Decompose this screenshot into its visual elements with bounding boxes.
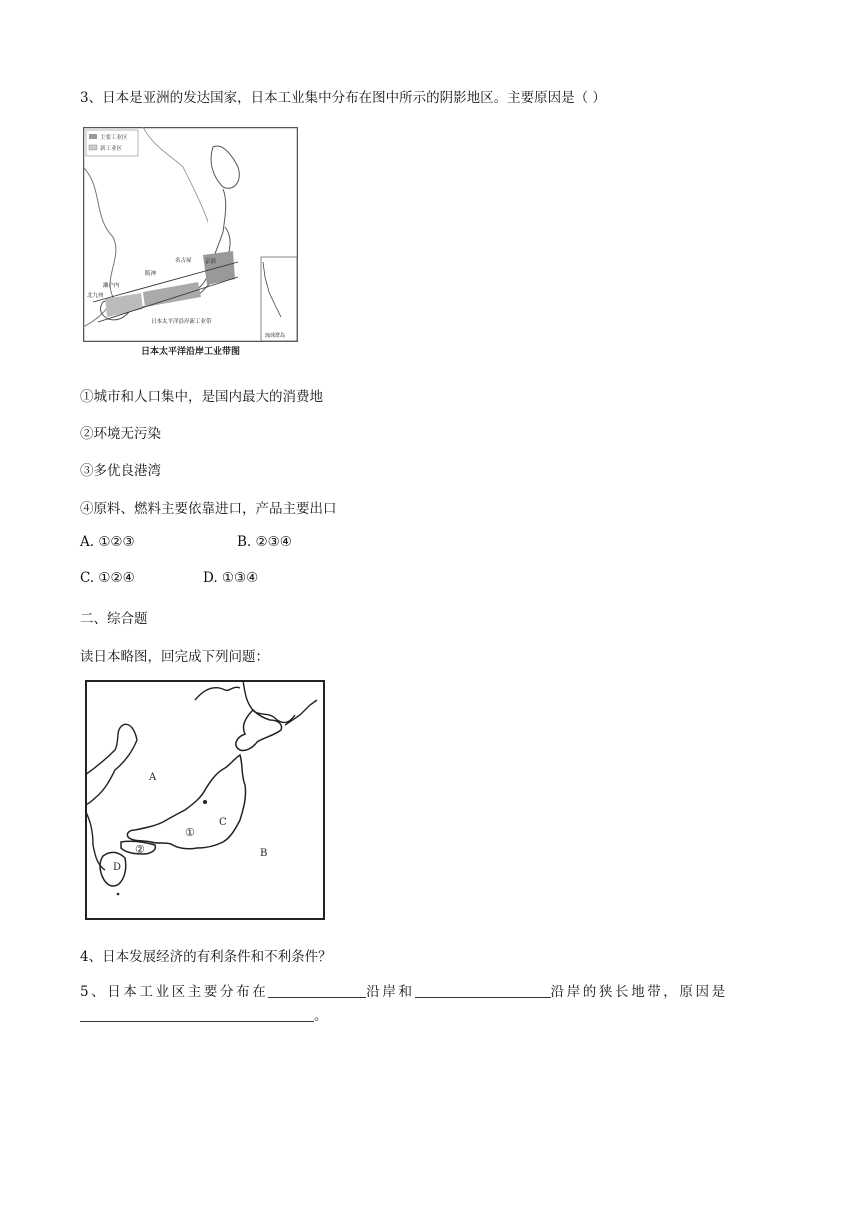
legend-main-label: 主要工业区 (100, 135, 128, 141)
question-4-text: 4、日本发展经济的有利条件和不利条件？ (80, 949, 332, 965)
choice-a[interactable]: A. ①②③ (80, 534, 135, 550)
section-2-title: 二、综合题 (80, 611, 148, 627)
answer-blank-3[interactable] (80, 1007, 314, 1022)
label-tokyo: 京滨 (205, 259, 217, 265)
question-3-text: 3、日本是亚洲的发达国家，日本工业集中分布在图中所示的阴影地区。主要原因是（ ） (80, 90, 606, 106)
label-setouchi: 濑户内 (103, 283, 120, 289)
japan-industrial-belt-map (83, 127, 298, 342)
legend-new-label: 新工业区 (100, 146, 123, 152)
japan-outline-map (85, 680, 325, 920)
label-belt: 日本太平洋沿岸新工业带 (151, 319, 212, 325)
map-label-circle-2: ② (135, 843, 145, 856)
map-label-b: B (260, 848, 268, 859)
question-5-part3: 沿岸的狭长地带，原因是 (550, 984, 728, 1000)
question-5-part2: 沿岸和 (366, 984, 415, 1000)
map-label-c: C (219, 817, 227, 828)
answer-blank-2[interactable] (415, 983, 551, 998)
label-nagoya: 名古屋 (175, 258, 192, 264)
label-hanshin: 阪神 (145, 271, 157, 277)
answer-blank-1[interactable] (268, 983, 366, 998)
option-3: ③多优良港湾 (80, 463, 161, 479)
question-5-end: 。 (314, 1008, 328, 1024)
figure-caption: 日本太平洋沿岸工业带图 (140, 347, 240, 357)
choice-b[interactable]: B. ②③④ (237, 534, 292, 550)
label-islands: 琉球群岛 (265, 333, 286, 339)
question-5-line-2 (80, 1004, 328, 1024)
option-4: ④原料、燃料主要依靠进口，产品主要出口 (80, 501, 337, 517)
map-label-a: A (149, 772, 157, 783)
option-1: ①城市和人口集中，是国内最大的消费地 (80, 389, 323, 405)
option-2: ②环境无污染 (80, 426, 161, 442)
map-label-d: D (113, 862, 122, 873)
map-label-circle-1: ① (185, 826, 195, 839)
choice-c[interactable]: C. ①②④ (80, 570, 135, 586)
label-kitakyushu: 北九州 (87, 293, 104, 299)
question-5-part1: 5、日本工业区主要分布在 (80, 984, 269, 1000)
section-2-instruction: 读日本略图，回完成下列问题： (80, 649, 269, 665)
question-5-text (80, 980, 780, 1000)
choice-d[interactable]: D. ①③④ (203, 570, 259, 586)
